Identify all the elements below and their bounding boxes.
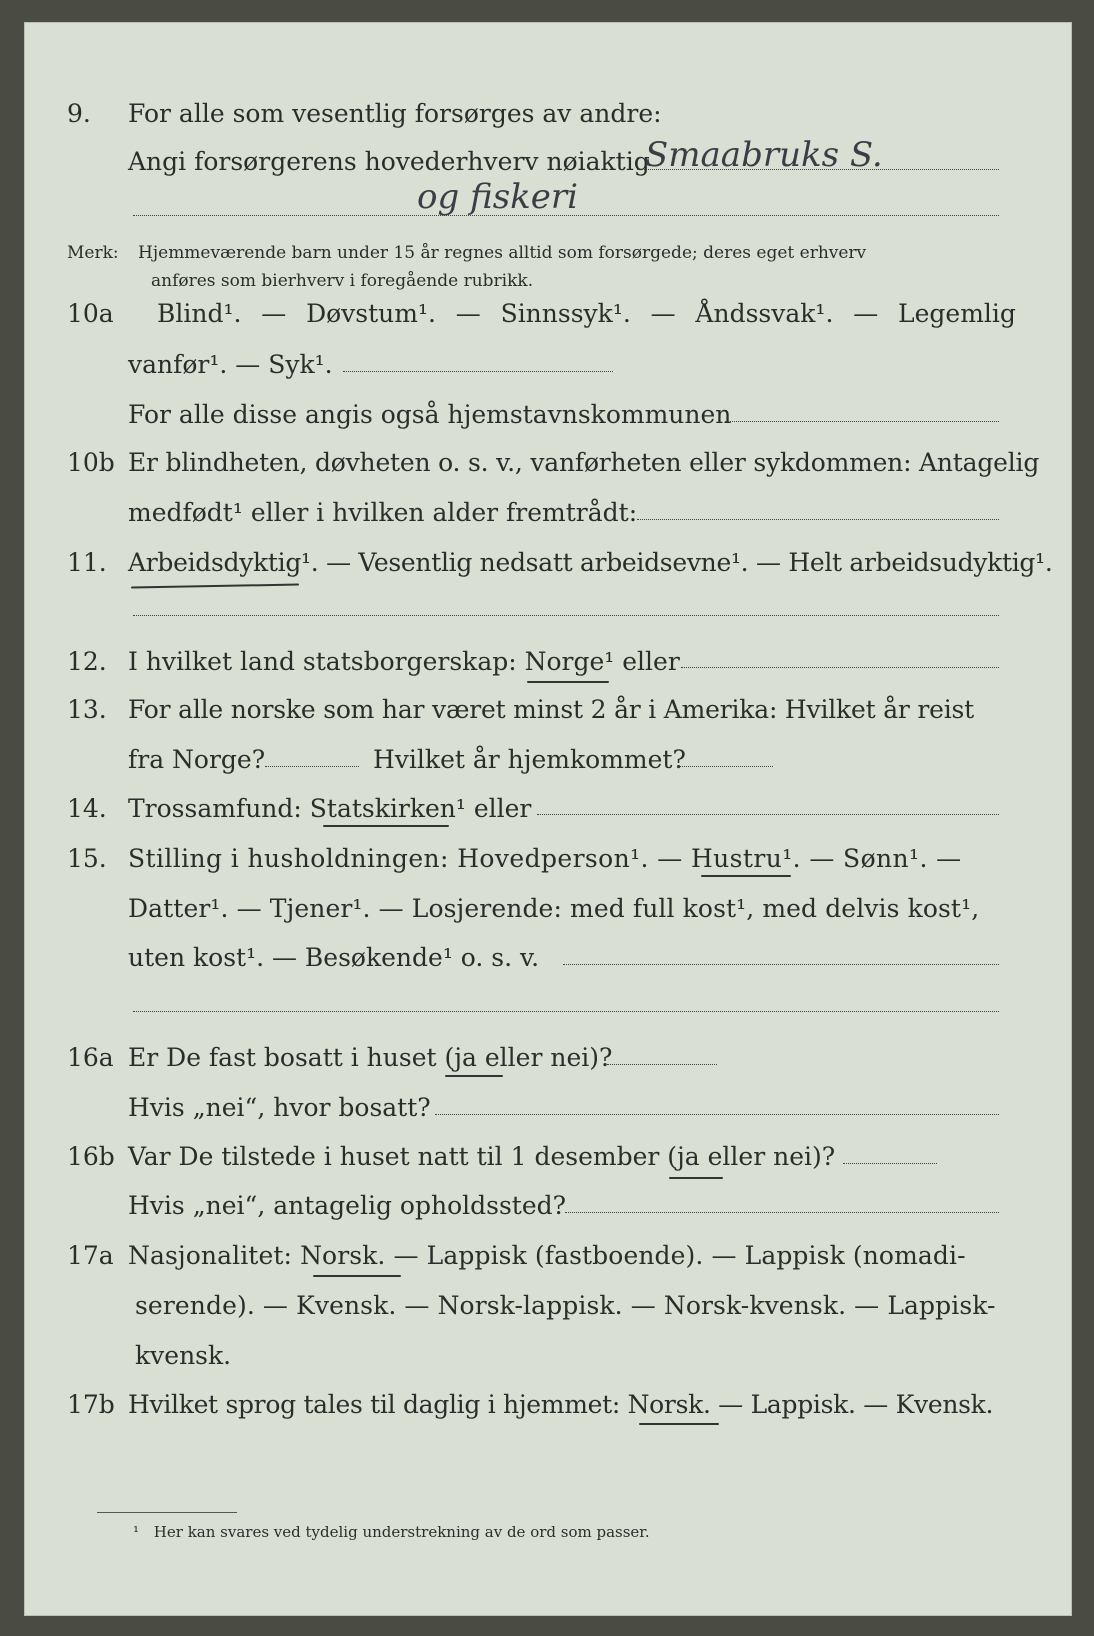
q9-handwritten-answer-1: Smaabruks S. (645, 135, 883, 175)
q14-underline-mark (323, 825, 449, 827)
q13-number: 13. (67, 695, 107, 724)
option-dovstum: Døvstum¹. (306, 299, 436, 328)
q9-handwritten-answer-2: og fiskeri (417, 177, 579, 217)
q15-line3: uten kost¹. — Besøkende¹ o. s. v. (128, 943, 540, 972)
q11-number: 11. (67, 548, 107, 577)
q14-number: 14. (67, 794, 107, 823)
q12-answer-line[interactable] (681, 667, 999, 668)
q13-line1: For alle norske som har været minst 2 år i Amerika: Hvilket år reist (128, 695, 975, 724)
q10b-answer-line[interactable] (637, 519, 999, 520)
dash: — (853, 299, 879, 328)
q15-answer-line-2[interactable] (133, 1011, 999, 1012)
footnote (133, 1523, 650, 1541)
q12-number: 12. (67, 647, 107, 676)
q16a-number: 16a (67, 1043, 114, 1072)
q17a-line2: serende). — Kvensk. — Norsk-lappisk. — Norsk-kvensk. — Lappisk- (135, 1291, 996, 1320)
q11-answer-line[interactable] (133, 615, 999, 616)
q13-reist-line[interactable] (265, 766, 359, 767)
q9-line1: For alle som vesentlig forsørges av andre: (128, 99, 662, 128)
q13-line2b: Hvilket år hjemkommet? (373, 745, 686, 774)
q17a-underline-mark (313, 1275, 401, 1277)
q12-underline-mark (527, 681, 609, 683)
q17b-line1: Hvilket sprog tales til daglig i hjemmet: Norsk. — Lappisk. — Kvensk. (128, 1390, 994, 1419)
q10b-number: 10b (67, 448, 115, 477)
q16a-line1: Er De fast bosatt i huset (ja eller nei)? (128, 1043, 613, 1072)
merk-note (67, 239, 866, 295)
dash: — (650, 299, 676, 328)
q11-line1: Arbeidsdyktig¹. — Vesentlig nedsatt arbeidsevne¹. — Helt arbeidsudyktig¹. (128, 548, 1053, 577)
option-blind: Blind¹. (157, 299, 242, 328)
q10a-line3: For alle disse angis også hjemstavnskommunen (128, 400, 732, 429)
q16a-bosatt-line[interactable] (435, 1114, 999, 1115)
q17a-line1: Nasjonalitet: Norsk. — Lappisk (fastboende). — Lappisk (nomadi- (128, 1241, 966, 1270)
q10a-number: 10a (67, 299, 114, 328)
q14-answer-line[interactable] (537, 814, 999, 815)
footnote-text: Her kan svares ved tydelig understrekning av de ord som passer. (153, 1523, 650, 1541)
q16a-line2: Hvis „nei“, hvor bosatt? (128, 1093, 431, 1122)
q15-answer-line-1[interactable] (563, 964, 999, 965)
footnote-rule (97, 1512, 237, 1513)
q9-line2: Angi forsørgerens hovederhverv nøiaktig (128, 147, 650, 176)
q13-line2a: fra Norge? (128, 745, 266, 774)
census-form-page (24, 22, 1072, 1616)
q16b-line2: Hvis „nei“, antagelig opholdssted? (128, 1191, 567, 1220)
q10a-line2: vanfør¹. — Syk¹. (128, 350, 333, 379)
q14-line1: Trossamfund: Statskirken¹ eller (128, 794, 532, 823)
q15-line2: Datter¹. — Tjener¹. — Losjerende: med full kost¹, med delvis kost¹, (128, 894, 980, 923)
q11-underline-mark (131, 584, 299, 589)
q15-line1: Stilling i husholdningen: Hovedperson¹. — Hustru¹. — Sønn¹. — (128, 844, 962, 873)
q16b-opholdssted-line[interactable] (565, 1212, 999, 1213)
q17b-number: 17b (67, 1390, 115, 1419)
option-andssvak: Åndssvak¹. (695, 299, 834, 328)
footnote-mark: ¹ (133, 1523, 140, 1541)
dash: — (261, 299, 287, 328)
q15-number: 15. (67, 844, 107, 873)
dash: — (455, 299, 481, 328)
q16b-underline-mark (669, 1177, 723, 1179)
q10b-line1: Er blindheten, døvheten o. s. v., vanførheten eller sykdommen: Antagelig (128, 448, 1040, 477)
option-sinnssyk: Sinnssyk¹. (500, 299, 631, 328)
q16a-underline-mark (445, 1075, 503, 1077)
q17b-underline-mark (639, 1423, 719, 1425)
merk-label: Merk: (67, 243, 119, 263)
q16b-line1: Var De tilstede i huset natt til 1 desember (ja eller nei)? (128, 1142, 836, 1171)
q16b-number: 16b (67, 1142, 115, 1171)
q10a-syk-line[interactable] (343, 371, 613, 372)
q15-underline-mark (701, 875, 791, 877)
q13-hjemkommet-line[interactable] (677, 766, 773, 767)
q9-number: 9. (67, 99, 91, 128)
merk-line2: anføres som bierhverv i foregående rubrikk. (151, 271, 534, 291)
q17a-number: 17a (67, 1241, 114, 1270)
option-legemlig: Legemlig (898, 299, 1016, 328)
q12-line1: I hvilket land statsborgerskap: Norge¹ eller (128, 647, 680, 676)
q10a-hjemstavn-line[interactable] (725, 421, 999, 422)
q17a-line3: kvensk. (135, 1341, 232, 1370)
merk-line1: Hjemmeværende barn under 15 år regnes alltid som forsørgede; deres eget erhverv (138, 243, 867, 263)
q10a-line1 (157, 299, 1016, 328)
q10b-line2: medfødt¹ eller i hvilken alder fremtrådt: (128, 498, 638, 527)
q16b-answer-line[interactable] (843, 1163, 937, 1164)
q16a-answer-line[interactable] (607, 1064, 717, 1065)
